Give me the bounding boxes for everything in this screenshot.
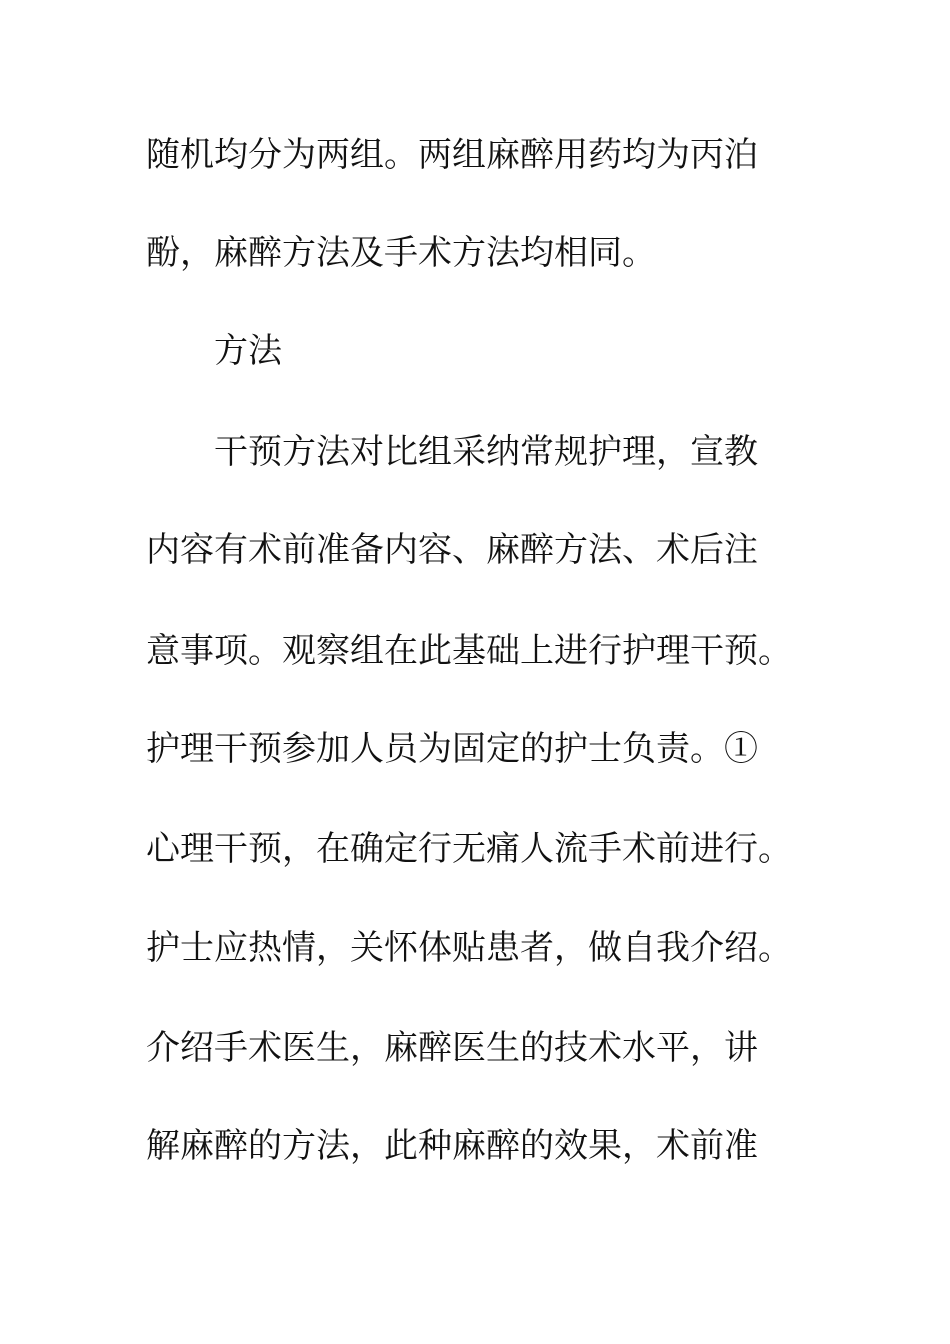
text-line: 护理干预参加人员为固定的护士负责。① (146, 729, 758, 769)
section-heading: 方法 (214, 331, 282, 371)
text-line: 介绍手术医生，麻醉医生的技术水平，讲 (146, 1028, 758, 1068)
text-line: 干预方法对比组采纳常规护理，宣教 (214, 432, 758, 472)
text-line: 护士应热情，关怀体贴患者，做自我介绍。 (146, 928, 792, 968)
text-line: 内容有术前准备内容、麻醉方法、术后注 (146, 530, 758, 570)
text-line: 意事项。观察组在此基础上进行护理干预。 (146, 631, 792, 671)
text-line: 酚，麻醉方法及手术方法均相同。 (146, 233, 656, 273)
text-line: 随机均分为两组。两组麻醉用药均为丙泊 (146, 135, 758, 175)
text-line: 解麻醉的方法，此种麻醉的效果，术前准 (146, 1126, 758, 1166)
text-line: 心理干预，在确定行无痛人流手术前进行。 (146, 829, 792, 869)
